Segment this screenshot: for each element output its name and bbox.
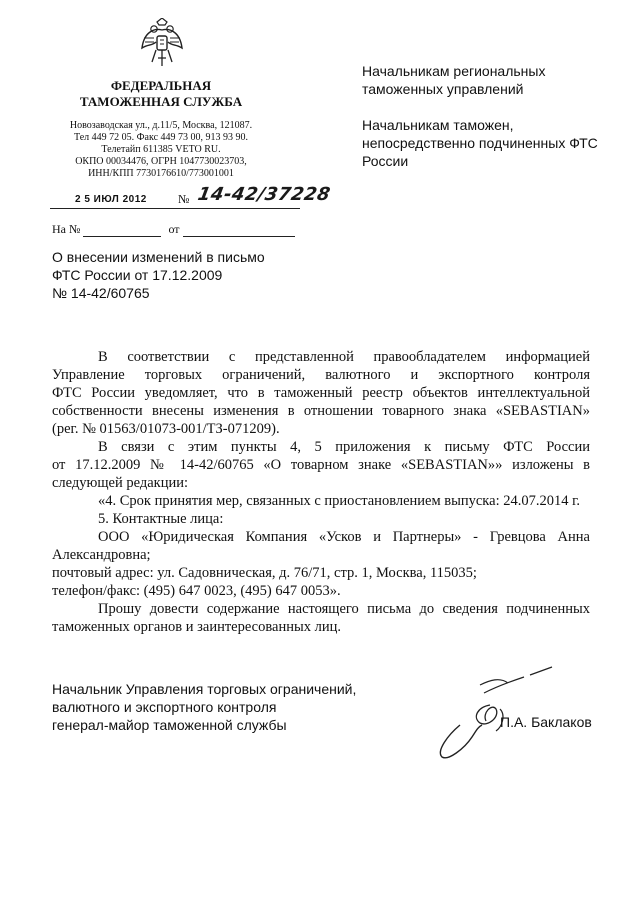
body-p2-line3: следующей редакции: (52, 475, 189, 491)
body-request-line2: таможенных органов и заинтересованных лиц. (52, 619, 341, 635)
body-p2-line1: В связи с этим пункты 4, 5 приложения к письму ФТС России (98, 439, 590, 455)
agency-name (40, 78, 282, 110)
body-p1-line3: ФТС России уведомляет, что в таможенный реестр объектов интеллектуальной (52, 385, 590, 401)
signatory-title-line2: валютного и экспортного контроля (52, 699, 277, 715)
body-p2-line2: от 17.12.2009 № 14-42/60765 «О товарном знаке «SEBASTIAN»» изложены в (52, 457, 590, 473)
recipient-regional-heads: Начальникам региональных таможенных управлений (362, 63, 546, 97)
reference-number-blank (83, 236, 161, 237)
body-contact-line2: Александровна; (52, 547, 151, 563)
subject-line1: О внесении изменений в письмо (52, 249, 265, 265)
body-p1-line1: В соответствии с представленной правообладателем информацией (98, 349, 590, 365)
agency-okpo: ОКПО 00034476, ОГРН 1047730023703, (75, 156, 247, 167)
agency-inn: ИНН/КПП 7730176610/773001001 (88, 168, 234, 179)
agency-name-line1: ФЕДЕРАЛЬНАЯ (110, 78, 212, 93)
registration-number-label: № (178, 192, 190, 206)
subject-line3: № 14-42/60765 (52, 285, 150, 301)
body-p1-line4: собственности внесены изменения в отношении товарного знака «SEBASTIAN» (52, 403, 590, 419)
subject-line2: ФТС России от 17.12.2009 (52, 267, 223, 283)
body-p1-line2: Управление торговых ограничений, валютного и экспортного контроля (52, 367, 590, 383)
body-postal: почтовый адрес: ул. Садовническая, д. 76/71, стр. 1, Москва, 115035; (52, 565, 477, 581)
body-item5: 5. Контактные лица: (98, 511, 224, 527)
recipients-block (362, 62, 612, 188)
letter-body (52, 348, 590, 636)
agency-name-line2: ТАМОЖЕННАЯ СЛУЖБА (79, 94, 243, 109)
body-item4: «4. Срок принятия мер, связанных с приостановлением выпуска: 24.07.2014 г. (98, 493, 581, 509)
recipient-customs-heads: Начальникам таможен, непосредственно подчиненных ФТС России (362, 117, 598, 169)
registration-line (50, 208, 300, 209)
reference-date-blank (183, 236, 295, 237)
signatory-title-line3: генерал-майор таможенной службы (52, 717, 287, 733)
registration-number: 14-42/37228 (196, 184, 333, 205)
signatory-title (52, 680, 356, 734)
letter-subject (52, 248, 312, 302)
body-contact-line1: ООО «Юридическая Компания «Усков и Партнеры» - Гревцова Анна (98, 529, 590, 545)
body-p1-line5: (рег. № 01563/01073-001/ТЗ-071209). (52, 421, 280, 437)
agency-contacts (40, 120, 282, 180)
registration-date: 2 5 ИЮЛ 2012 (75, 194, 147, 205)
agency-phones: Тел 449 72 05. Факс 449 73 00, 913 93 90. (73, 132, 249, 143)
agency-address: Новозаводская ул., д.11/5, Москва, 121087. (69, 120, 253, 131)
body-request-line1: Прошу довести содержание настоящего письма до сведения подчиненных (98, 601, 590, 617)
agency-teletype: Телетайп 611385 VETO RU. (101, 144, 221, 155)
signatory-title-line1: Начальник Управления торговых ограничений, (52, 681, 357, 697)
reference-row (52, 222, 295, 237)
reference-number-label: На № (52, 222, 81, 236)
reference-from-label: от (168, 222, 180, 236)
signatory-name: П.А. Баклаков (500, 714, 592, 730)
state-emblem-icon (140, 18, 184, 70)
body-phone: телефон/факс: (495) 647 0023, (495) 647 0053». (52, 583, 341, 599)
